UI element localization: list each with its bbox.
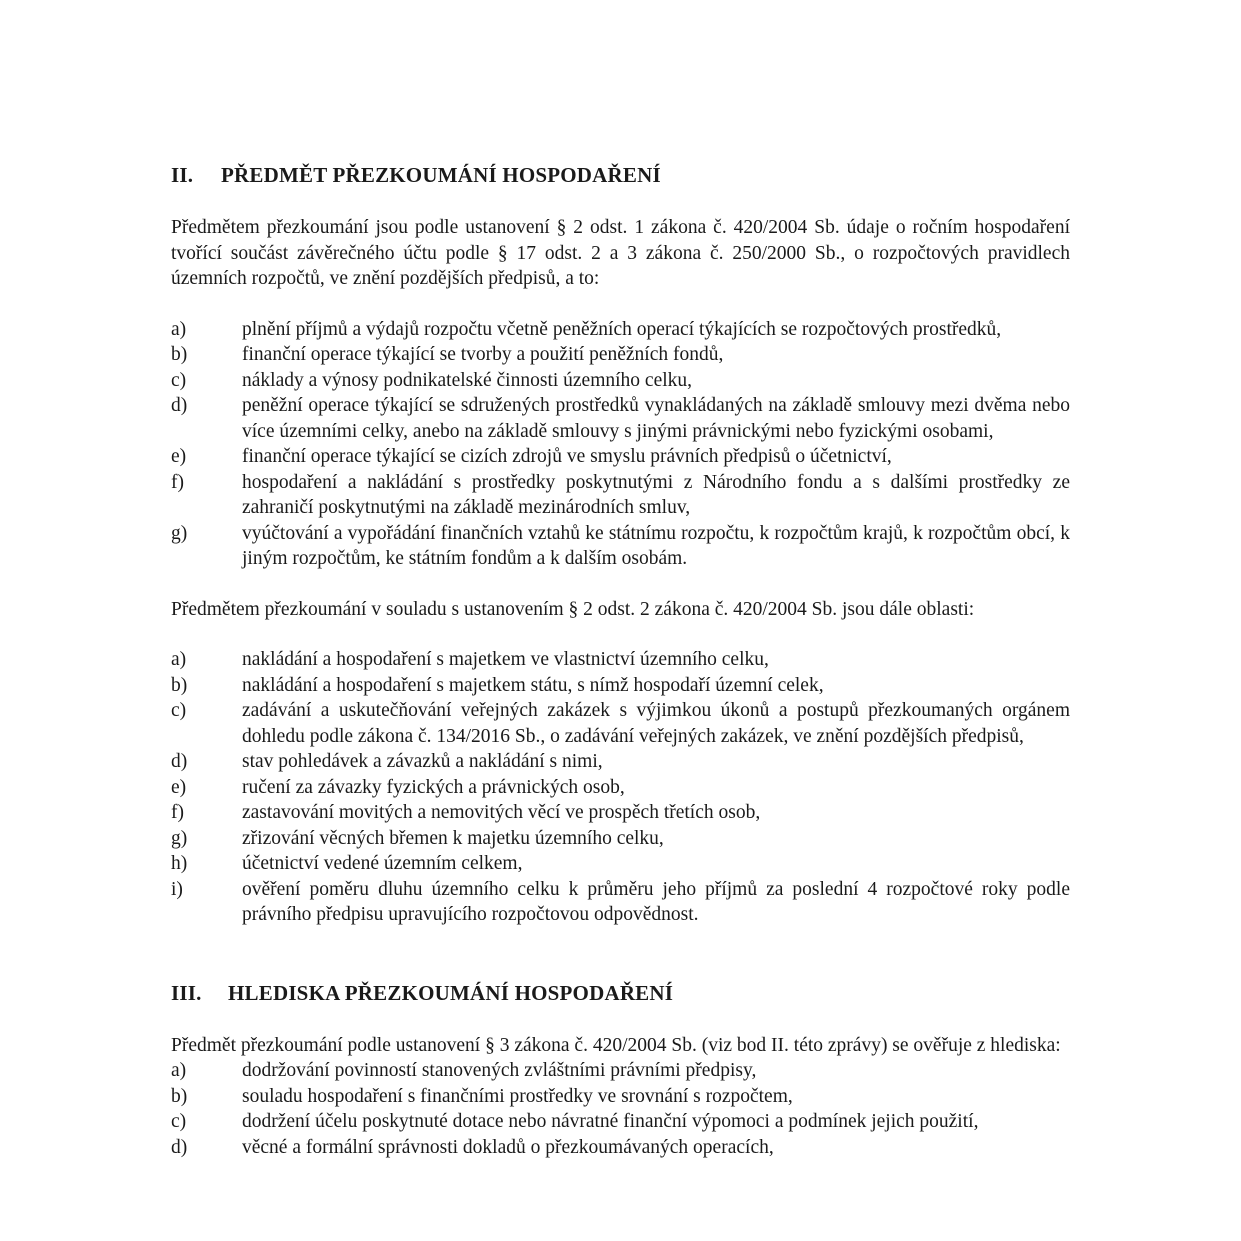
section-number: II. [171,163,194,187]
list-item-text: ověření poměru dluhu územního celku k průměru jeho příjmů za poslední 4 rozpočtové roky podle právního předpisu upravujícího rozpočtovou odpovědnost. [242,878,1070,925]
list-item [171,342,1070,368]
list-item-text: účetnictví vedené územním celkem, [242,853,523,874]
list-item-text: zastavování movitých a nemovitých věcí ve prospěch třetích osob, [242,802,761,823]
list-item [171,521,1070,572]
list-item [171,1109,1070,1135]
section-3-intro: Předmět přezkoumání podle ustanovení § 3 zákona č. 420/2004 Sb. (viz bod II. této zprávy) se ověřuje z hlediska: [171,1034,1061,1056]
list-item [171,1135,1070,1161]
list-item-marker: b) [171,1085,188,1107]
list-item-marker: d) [171,1136,188,1158]
section-2-intro: Předmětem přezkoumání jsou podle ustanovení § 2 odst. 1 zákona č. 420/2004 Sb. údaje o ročním hospodaření tvořící součást závěrečného účtu podle § 17 odst. 2 a 3 zákona č. 250/2000 Sb., o rozpočtových pravidlech územních rozpočtů, ve znění pozdějších předpisů, a to: [171,217,1070,289]
list-item-marker: g) [171,827,188,849]
list-item [171,826,1070,852]
list-item-marker: e) [171,446,187,467]
list-item-text: ručení za závazky fyzických a právnických osob, [242,776,625,798]
list-item [171,393,1070,444]
list-item-marker: g) [171,522,188,544]
list-item [171,1084,1070,1110]
document-page [171,160,1070,1160]
list-item-marker: c) [171,1111,187,1132]
list-item-text: dodržování povinností stanovených zvláštními právními předpisy, [242,1060,757,1081]
list-item [171,647,1070,673]
list-item-marker: a) [171,318,187,340]
section-title: PŘEDMĚT PŘEZKOUMÁNÍ HOSPODAŘENÍ [221,163,661,187]
list-item [171,470,1070,521]
list-item-text: zadávání a uskutečňování veřejných zakázek s výjimkou úkonů a postupů přezkoumaných orgánem dohledu podle zákona č. 134/2016 Sb., o zadávání veřejných zakázek, ve znění pozdějších předpisů, [242,700,1070,747]
section-3-list [171,1058,1070,1160]
list-item-text: dodržení účelu poskytnuté dotace nebo návratné finanční výpomoci a podmínek jejich použití, [242,1111,979,1132]
list-item [171,317,1070,343]
list-item [171,800,1070,826]
list-item-marker: i) [171,878,183,900]
list-item-text: nakládání a hospodaření s majetkem státu, s nímž hospodaří územní celek, [242,674,824,696]
list-item [171,877,1070,928]
list-item-text: náklady a výnosy podnikatelské činnosti územního celku, [242,369,693,391]
list-item-text: hospodaření a nakládání s prostředky poskytnutými z Národního fondu a s dalšími prostředky ze zahraničí poskytnutými na základě mezinárodních smluv, [242,471,1070,518]
list-item-text: finanční operace týkající se cizích zdrojů ve smyslu právních předpisů o účetnictví, [242,446,892,467]
section-2-list [171,317,1070,572]
section-number: III. [171,980,202,1005]
list-item-text: peněžní operace týkající se sdružených prostředků vynakládaných na základě smlouvy mezi dvěma nebo více územními celky, anebo na základě smlouvy s jinými právnickými nebo fyzickými osobami, [242,395,1070,442]
list-item-marker: c) [171,369,187,391]
list-item-marker: c) [171,700,187,721]
list-item-text: vyúčtování a vypořádání finančních vztahů ke státnímu rozpočtu, k rozpočtům krajů, k rozpočtům obcí, k jiným rozpočtům, ke státním fondům a k dalším osobám. [242,522,1070,569]
list-item [171,444,1070,470]
list-item-text: zřizování věcných břemen k majetku územního celku, [242,827,664,849]
list-item-marker: a) [171,1060,187,1081]
list-item-marker: d) [171,395,188,416]
section-2-intro-2: Předmětem přezkoumání v souladu s ustanovením § 2 odst. 2 zákona č. 420/2004 Sb. jsou dále oblasti: [171,598,975,620]
list-item [171,851,1070,877]
section-title: HLEDISKA PŘEZKOUMÁNÍ HOSPODAŘENÍ [228,980,674,1005]
list-item [171,673,1070,699]
list-item-marker: e) [171,776,187,798]
list-item-text: věcné a formální správnosti dokladů o přezkoumávaných operacích, [242,1136,774,1158]
section-2-list-2 [171,647,1070,928]
list-item-marker: a) [171,649,187,670]
list-item-marker: f) [171,471,184,493]
list-item-text: plnění příjmů a výdajů rozpočtu včetně peněžních operací týkajících se rozpočtových prostředků, [242,318,1002,340]
list-item [171,698,1070,749]
list-item [171,775,1070,801]
list-item-marker: d) [171,751,188,772]
section-heading-3 [171,978,1070,1008]
list-item [171,368,1070,394]
section-heading-2 [171,160,1070,190]
list-item-marker: b) [171,674,188,696]
list-item-text: nakládání a hospodaření s majetkem ve vlastnictví územního celku, [242,649,769,670]
list-item-text: stav pohledávek a závazků a nakládání s nimi, [242,751,603,772]
list-item [171,1058,1070,1084]
list-item-marker: f) [171,802,184,823]
list-item-text: souladu hospodaření s finančními prostředky ve srovnání s rozpočtem, [242,1085,793,1107]
list-item [171,749,1070,775]
list-item-text: finanční operace týkající se tvorby a použití peněžních fondů, [242,344,724,365]
list-item-marker: b) [171,344,188,365]
list-item-marker: h) [171,853,188,874]
